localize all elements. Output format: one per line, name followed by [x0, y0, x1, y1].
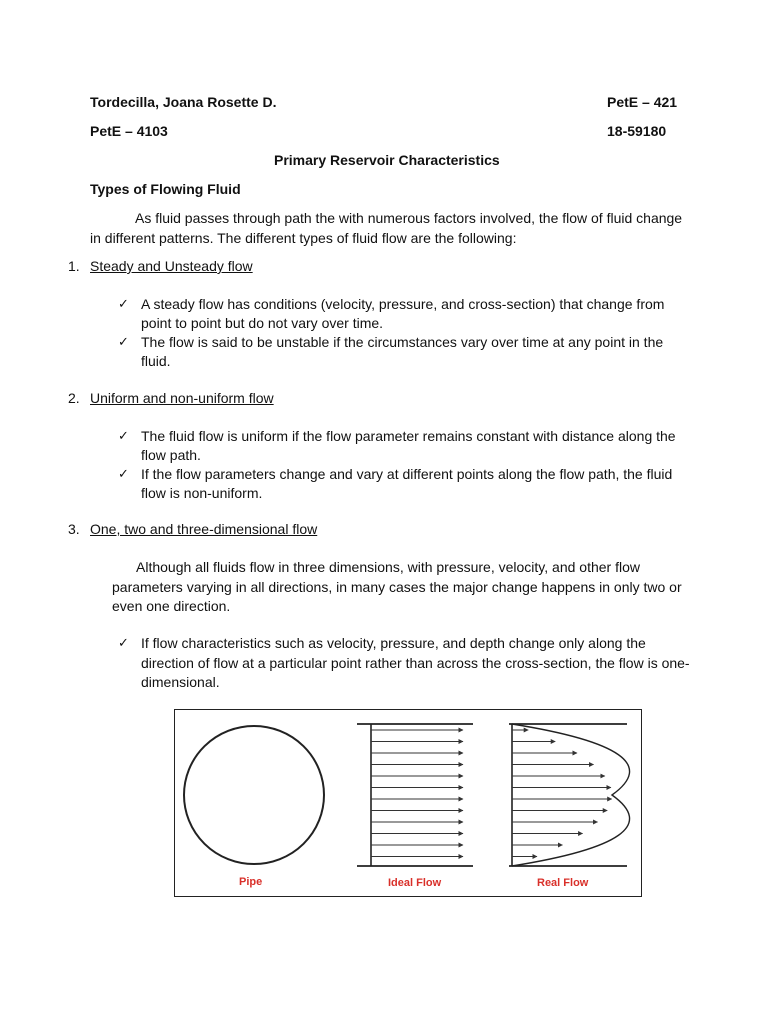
- item-heading-1: Steady and Unsteady flow: [90, 258, 253, 274]
- bullet-line: If flow characteristics such as velocity, pressure, and depth change only along the: [141, 635, 646, 651]
- course-code: PetE – 421: [607, 94, 678, 110]
- bullet-line: direction of flow at a particular point rather than across the cross-section, the flow is one-: [141, 654, 690, 671]
- paragraph-line: even one direction.: [112, 598, 231, 614]
- check-icon: ✓: [118, 467, 129, 482]
- ideal-flow-diagram: [357, 724, 473, 866]
- flow-diagram: [175, 710, 641, 896]
- bullet-line: point to point but do not vary over time.: [141, 315, 384, 331]
- bullet-line: fluid.: [141, 353, 171, 369]
- item-heading-2: Uniform and non-uniform flow: [90, 390, 274, 406]
- bullet-line: flow is non-uniform.: [141, 485, 263, 501]
- caption-real-flow: Real Flow: [537, 877, 589, 889]
- intro-line-2: in different patterns. The different types of fluid flow are the following:: [90, 229, 517, 246]
- section-heading: Types of Flowing Fluid: [90, 181, 241, 197]
- item-3-paragraph: [112, 558, 682, 617]
- section-code: PetE – 4103: [90, 123, 168, 139]
- pipe-cross-section: [184, 726, 324, 864]
- real-flow-diagram: [509, 724, 630, 866]
- intro-paragraph: [90, 209, 690, 248]
- paragraph-line: parameters varying in all directions, in many cases the major change happens in only two or: [112, 578, 682, 595]
- check-icon: ✓: [118, 297, 129, 312]
- bullet-line: If the flow parameters change and vary at different points along the flow path, the fluid: [141, 466, 673, 482]
- check-icon: ✓: [118, 429, 129, 444]
- flow-figure: [174, 709, 642, 897]
- item-number-1: 1.: [68, 258, 80, 274]
- intro-line-1: As fluid passes through path the with numerous factors involved, the flow of fluid change: [135, 210, 683, 226]
- item-number-2: 2.: [68, 390, 80, 406]
- paragraph-line: Although all fluids flow in three dimensions, with pressure, velocity, and other flow: [136, 559, 640, 575]
- caption-pipe: Pipe: [239, 876, 263, 888]
- check-icon: ✓: [118, 636, 129, 651]
- item-heading-3: One, two and three-dimensional flow: [90, 521, 318, 537]
- student-id: 18-59180: [607, 123, 667, 139]
- bullet-line: The fluid flow is uniform if the flow parameter remains constant with distance along the: [141, 428, 676, 444]
- item-number-3: 3.: [68, 521, 80, 537]
- caption-ideal-flow: Ideal Flow: [388, 877, 442, 889]
- student-name: Tordecilla, Joana Rosette D.: [90, 94, 277, 110]
- check-icon: ✓: [118, 335, 129, 350]
- bullet-line: flow path.: [141, 447, 201, 463]
- document-title: Primary Reservoir Characteristics: [274, 152, 500, 168]
- bullet-line: dimensional.: [141, 674, 220, 690]
- bullet-line: The flow is said to be unstable if the circumstances vary over time at any point in the: [141, 334, 664, 350]
- bullet-line: A steady flow has conditions (velocity, pressure, and cross-section) that change from: [141, 296, 665, 312]
